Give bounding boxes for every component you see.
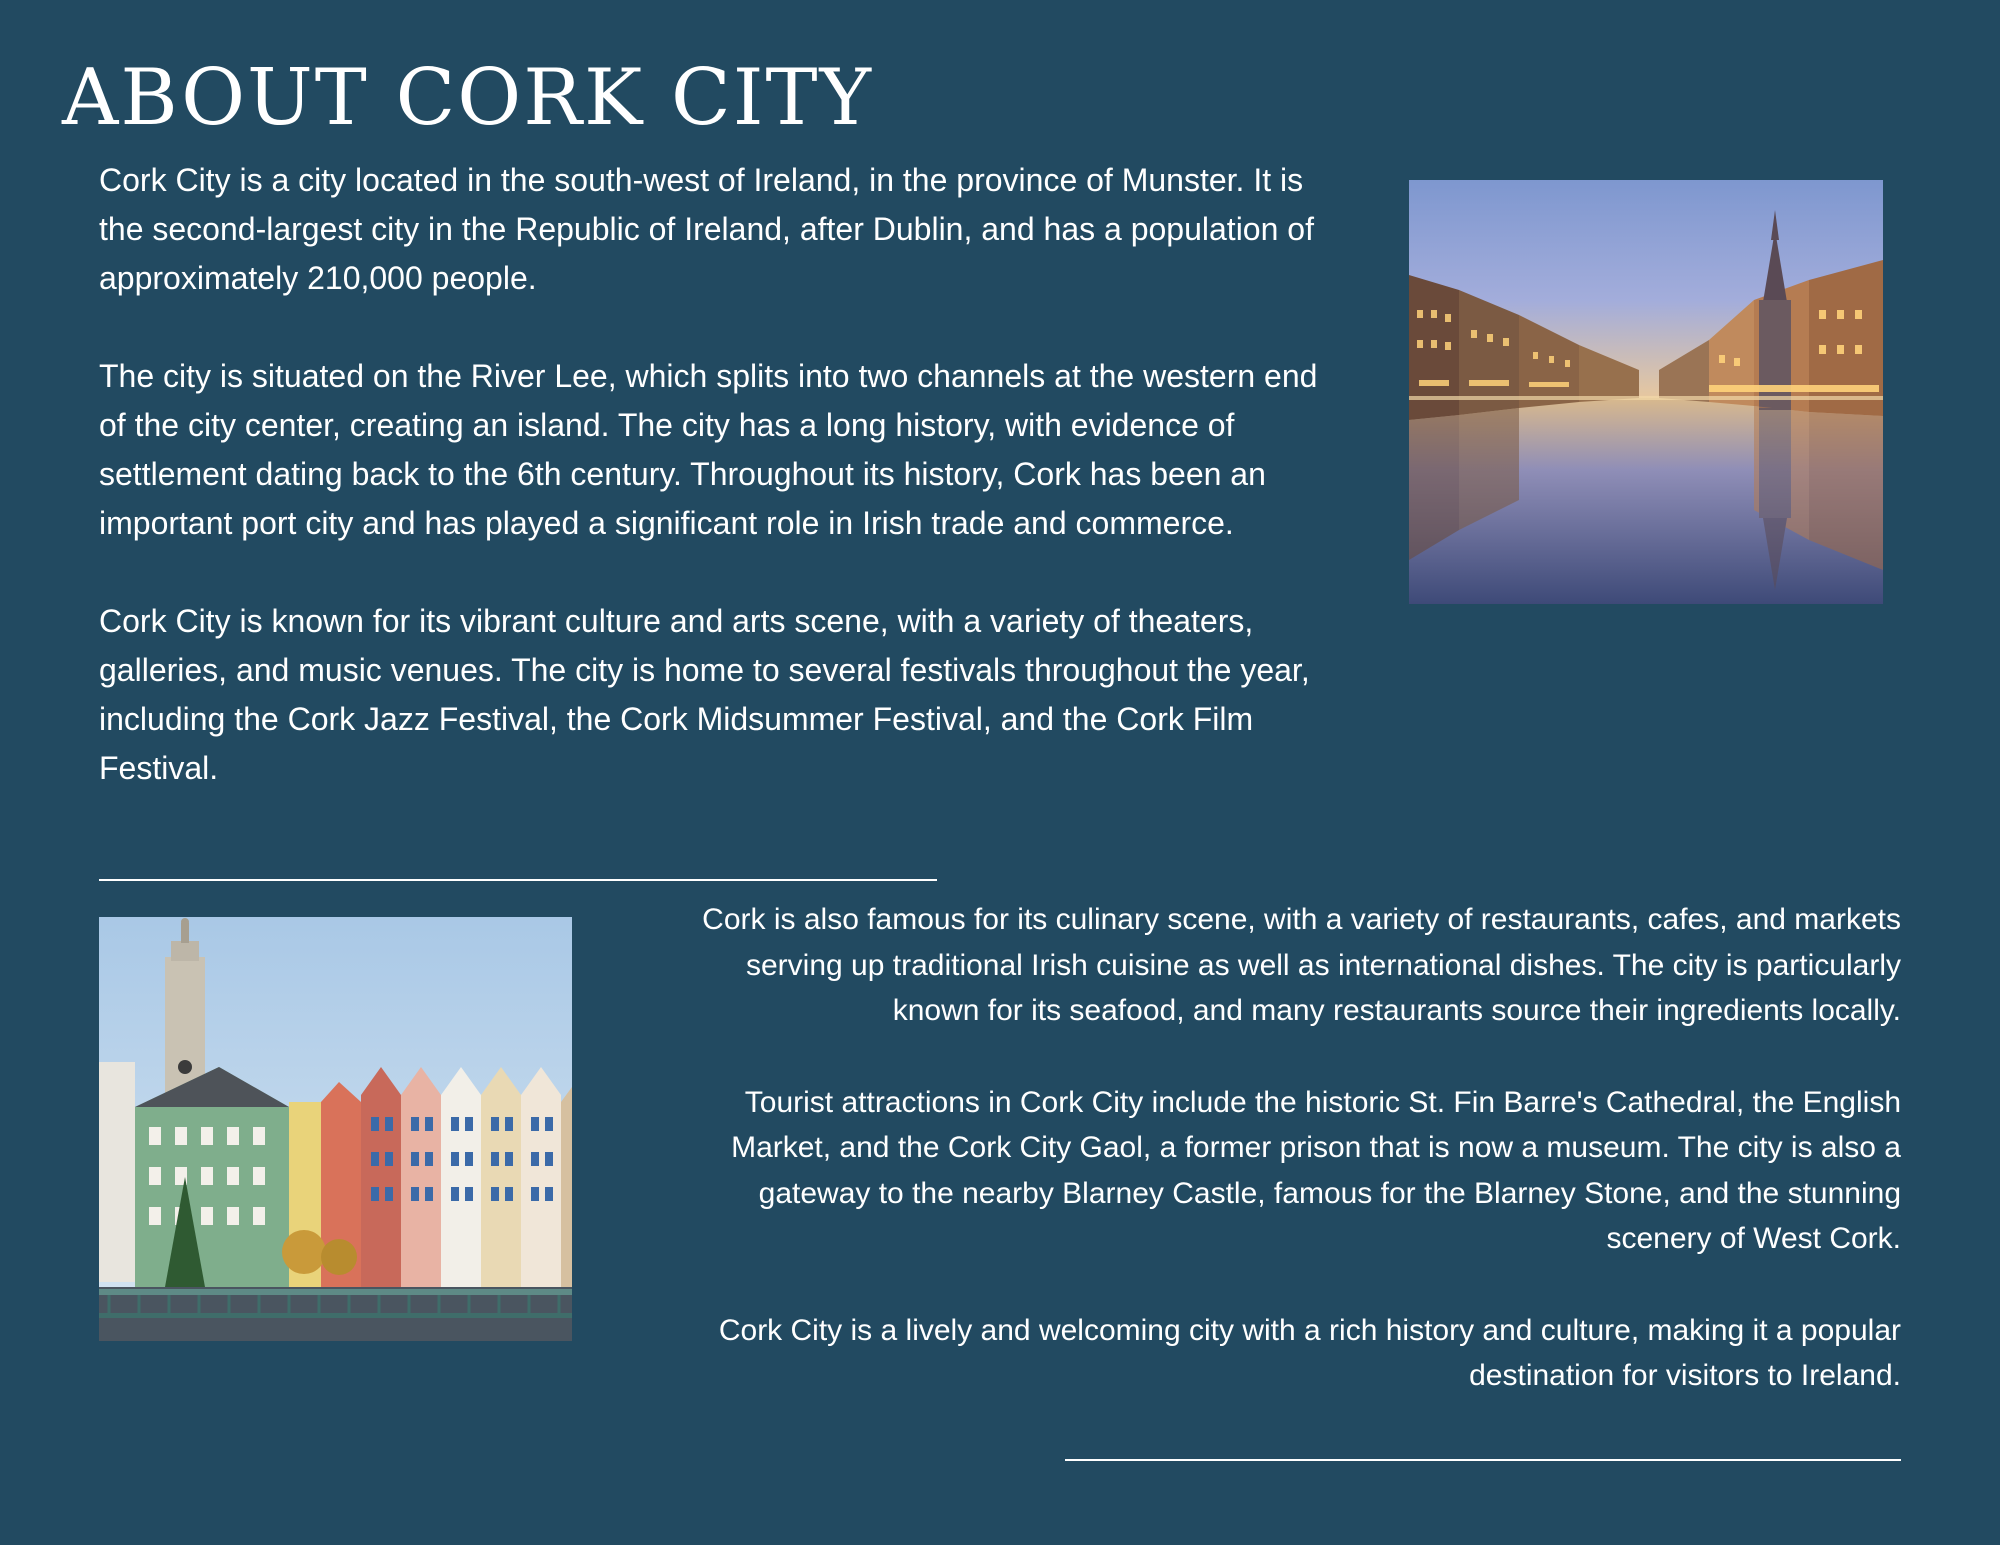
closing-divider [1065, 1459, 1901, 1461]
intro-paragraph: The city is situated on the River Lee, which splits into two channels at the western end of the city center, creating an island. The city has a long history, with evidence of settlement dating back to the 6th century. Throughout its history, Cork has been an important port city and has played a significant role in Irish trade and commerce. [99, 358, 1318, 541]
river-lee-photo [1409, 180, 1883, 604]
details-text-block [680, 897, 1901, 1399]
intro-text-block [99, 156, 1349, 793]
intro-paragraph: Cork City is a city located in the south-west of Ireland, in the province of Munster. It is the second-largest city in the Republic of Ireland, after Dublin, and has a population of approximately 210,000 people. [99, 162, 1314, 296]
details-paragraph: Cork is also famous for its culinary scene, with a variety of restaurants, cafes, and markets serving up traditional Irish cuisine as well as international dishes. The city is particularly known for its seafood, and many restaurants source their ingredients locally. [702, 903, 1901, 1027]
section-divider [99, 879, 937, 881]
details-paragraph: Cork City is a lively and welcoming city with a rich history and culture, making it a popular destination for visitors to Ireland. [718, 1313, 1901, 1392]
details-paragraph: Tourist attractions in Cork City include the historic St. Fin Barre's Cathedral, the English Market, and the Cork City Gaol, a former prison that is now a museum. The city is also a gateway to the nearby Blarney Castle, famous for the Blarney Stone, and the stunning scenery of West Cork. [731, 1085, 1901, 1255]
intro-paragraph: Cork City is known for its vibrant culture and arts scene, with a variety of theaters, galleries, and music venues. The city is home to several festivals throughout the year, including the Cork Jazz Festival, the Cork Midsummer Festival, and the Cork Film Festival. [99, 603, 1310, 786]
colourful-houses-photo [99, 917, 572, 1341]
page-title: ABOUT CORK CITY [62, 53, 874, 143]
